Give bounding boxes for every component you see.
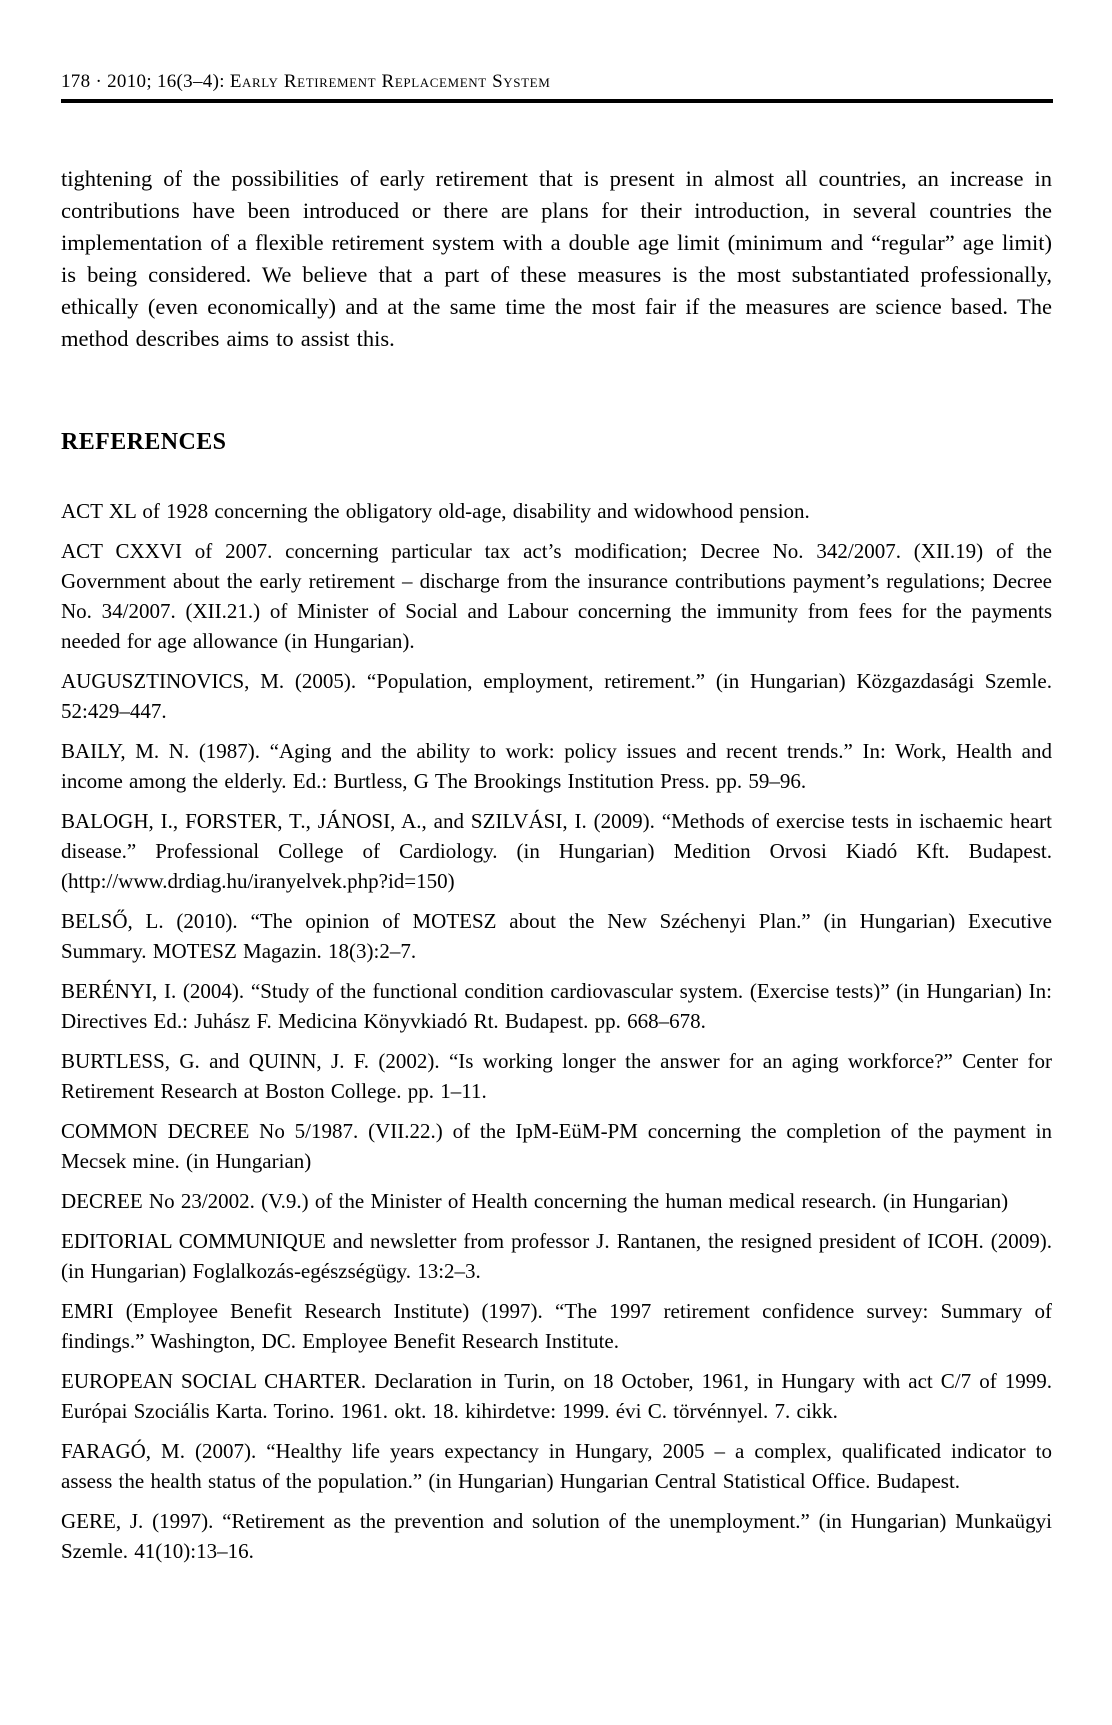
reference-entry: ACT XL of 1928 concerning the obligatory old-age, disability and widowhood pension. — [61, 499, 810, 523]
reference-entry: COMMON DECREE No 5/1987. (VII.22.) of the IpM-EüM-PM concerning the completion of the payment in Mecsek mine. (in Hungarian) — [61, 1119, 1052, 1173]
reference-entry: DECREE No 23/2002. (V.9.) of the Minister of Health concerning the human medical research. (in Hungarian) — [61, 1189, 1009, 1213]
reference-entry: ACT CXXVI of 2007. concerning particular tax act’s modification; Decree No. 342/2007. (XII.19) of the Government about the early retirement – discharge from the insurance contributions payment’s regulations; Decree No. 34/2007. (XII.21.) of Minister of Social and Labour concerning the immunity from fees for the payments needed for age allowance (in Hungarian). — [61, 539, 1052, 653]
reference-entry: EDITORIAL COMMUNIQUE and newsletter from professor J. Rantanen, the resigned president of ICOH. (2009). (in Hungarian) Foglalkozás-egészségügy. 13:2–3. — [61, 1229, 1052, 1283]
reference-entry: AUGUSZTINOVICS, M. (2005). “Population, employment, retirement.” (in Hungarian) Közgazdasági Szemle. 52:429–447. — [61, 669, 1052, 723]
intro-paragraph: tightening of the possibilities of early retirement that is present in almost all countries, an increase in contributions have been introduced or there are plans for their introduction, in several countries the implementation of a flexible retirement system with a double age limit (minimum and “regular” age limit) is being considered. We believe that a part of these measures is the most substantiated professionally, ethically (even economically) and at the same time the most fair if the measures are science based. The method describes aims to assist this. — [61, 166, 1052, 351]
running-header — [61, 72, 1052, 92]
reference-entry: FARAGÓ, M. (2007). “Healthy life years expectancy in Hungary, 2005 – a complex, qualificated indicator to assess the health status of the population.” (in Hungarian) Hungarian Central Statistical Office. Budapest. — [61, 1439, 1052, 1493]
reference-entry: BAILY, M. N. (1987). “Aging and the ability to work: policy issues and recent trends.” In: Work, Health and income among the elderly. Ed.: Burtless, G The Brookings Institution Press. pp. 59–96. — [61, 739, 1052, 793]
reference-entry: EUROPEAN SOCIAL CHARTER. Declaration in Turin, on 18 October, 1961, in Hungary with act C/7 of 1999. Európai Szociális Karta. Torino. 1961. okt. 18. kihirdetve: 1999. évi C. törvénnyel. 7. cikk. — [61, 1369, 1052, 1423]
references-heading: REFERENCES — [61, 429, 227, 455]
reference-entry: BURTLESS, G. and QUINN, J. F. (2002). “Is working longer the answer for an aging workforce?” Center for Retirement Research at Boston College. pp. 1–11. — [61, 1049, 1052, 1103]
running-title: Early Retirement Replacement System — [229, 71, 551, 92]
reference-entry: GERE, J. (1997). “Retirement as the prevention and solution of the unemployment.” (in Hungarian) Munkaügyi Szemle. 41(10):13–16. — [61, 1509, 1052, 1563]
reference-entry: EMRI (Employee Benefit Research Institute) (1997). “The 1997 retirement confidence survey: Summary of findings.” Washington, DC. Employee Benefit Research Institute. — [61, 1299, 1052, 1353]
reference-entry: BELSŐ, L. (2010). “The opinion of MOTESZ about the New Széchenyi Plan.” (in Hungarian) Executive Summary. MOTESZ Magazin. 18(3):2–7. — [61, 909, 1052, 963]
page-number-citation: 178 · 2010; 16(3–4): — [61, 71, 230, 92]
references-list — [61, 496, 1052, 1566]
reference-entry: BALOGH, I., FORSTER, T., JÁNOSI, A., and SZILVÁSI, I. (2009). “Methods of exercise tests in ischaemic heart disease.” Professional College of Cardiology. (in Hungarian) Medition Orvosi Kiadó Kft. Budapest. (http://www.drdiag.hu/iranyelvek.php?id=150) — [61, 809, 1052, 893]
reference-entry: BERÉNYI, I. (2004). “Study of the functional condition cardiovascular system. (Exercise tests)” (in Hungarian) In: Directives Ed.: Juhász F. Medicina Könyvkiadó Rt. Budapest. pp. 668–678. — [61, 979, 1052, 1033]
header-rule — [61, 99, 1053, 103]
